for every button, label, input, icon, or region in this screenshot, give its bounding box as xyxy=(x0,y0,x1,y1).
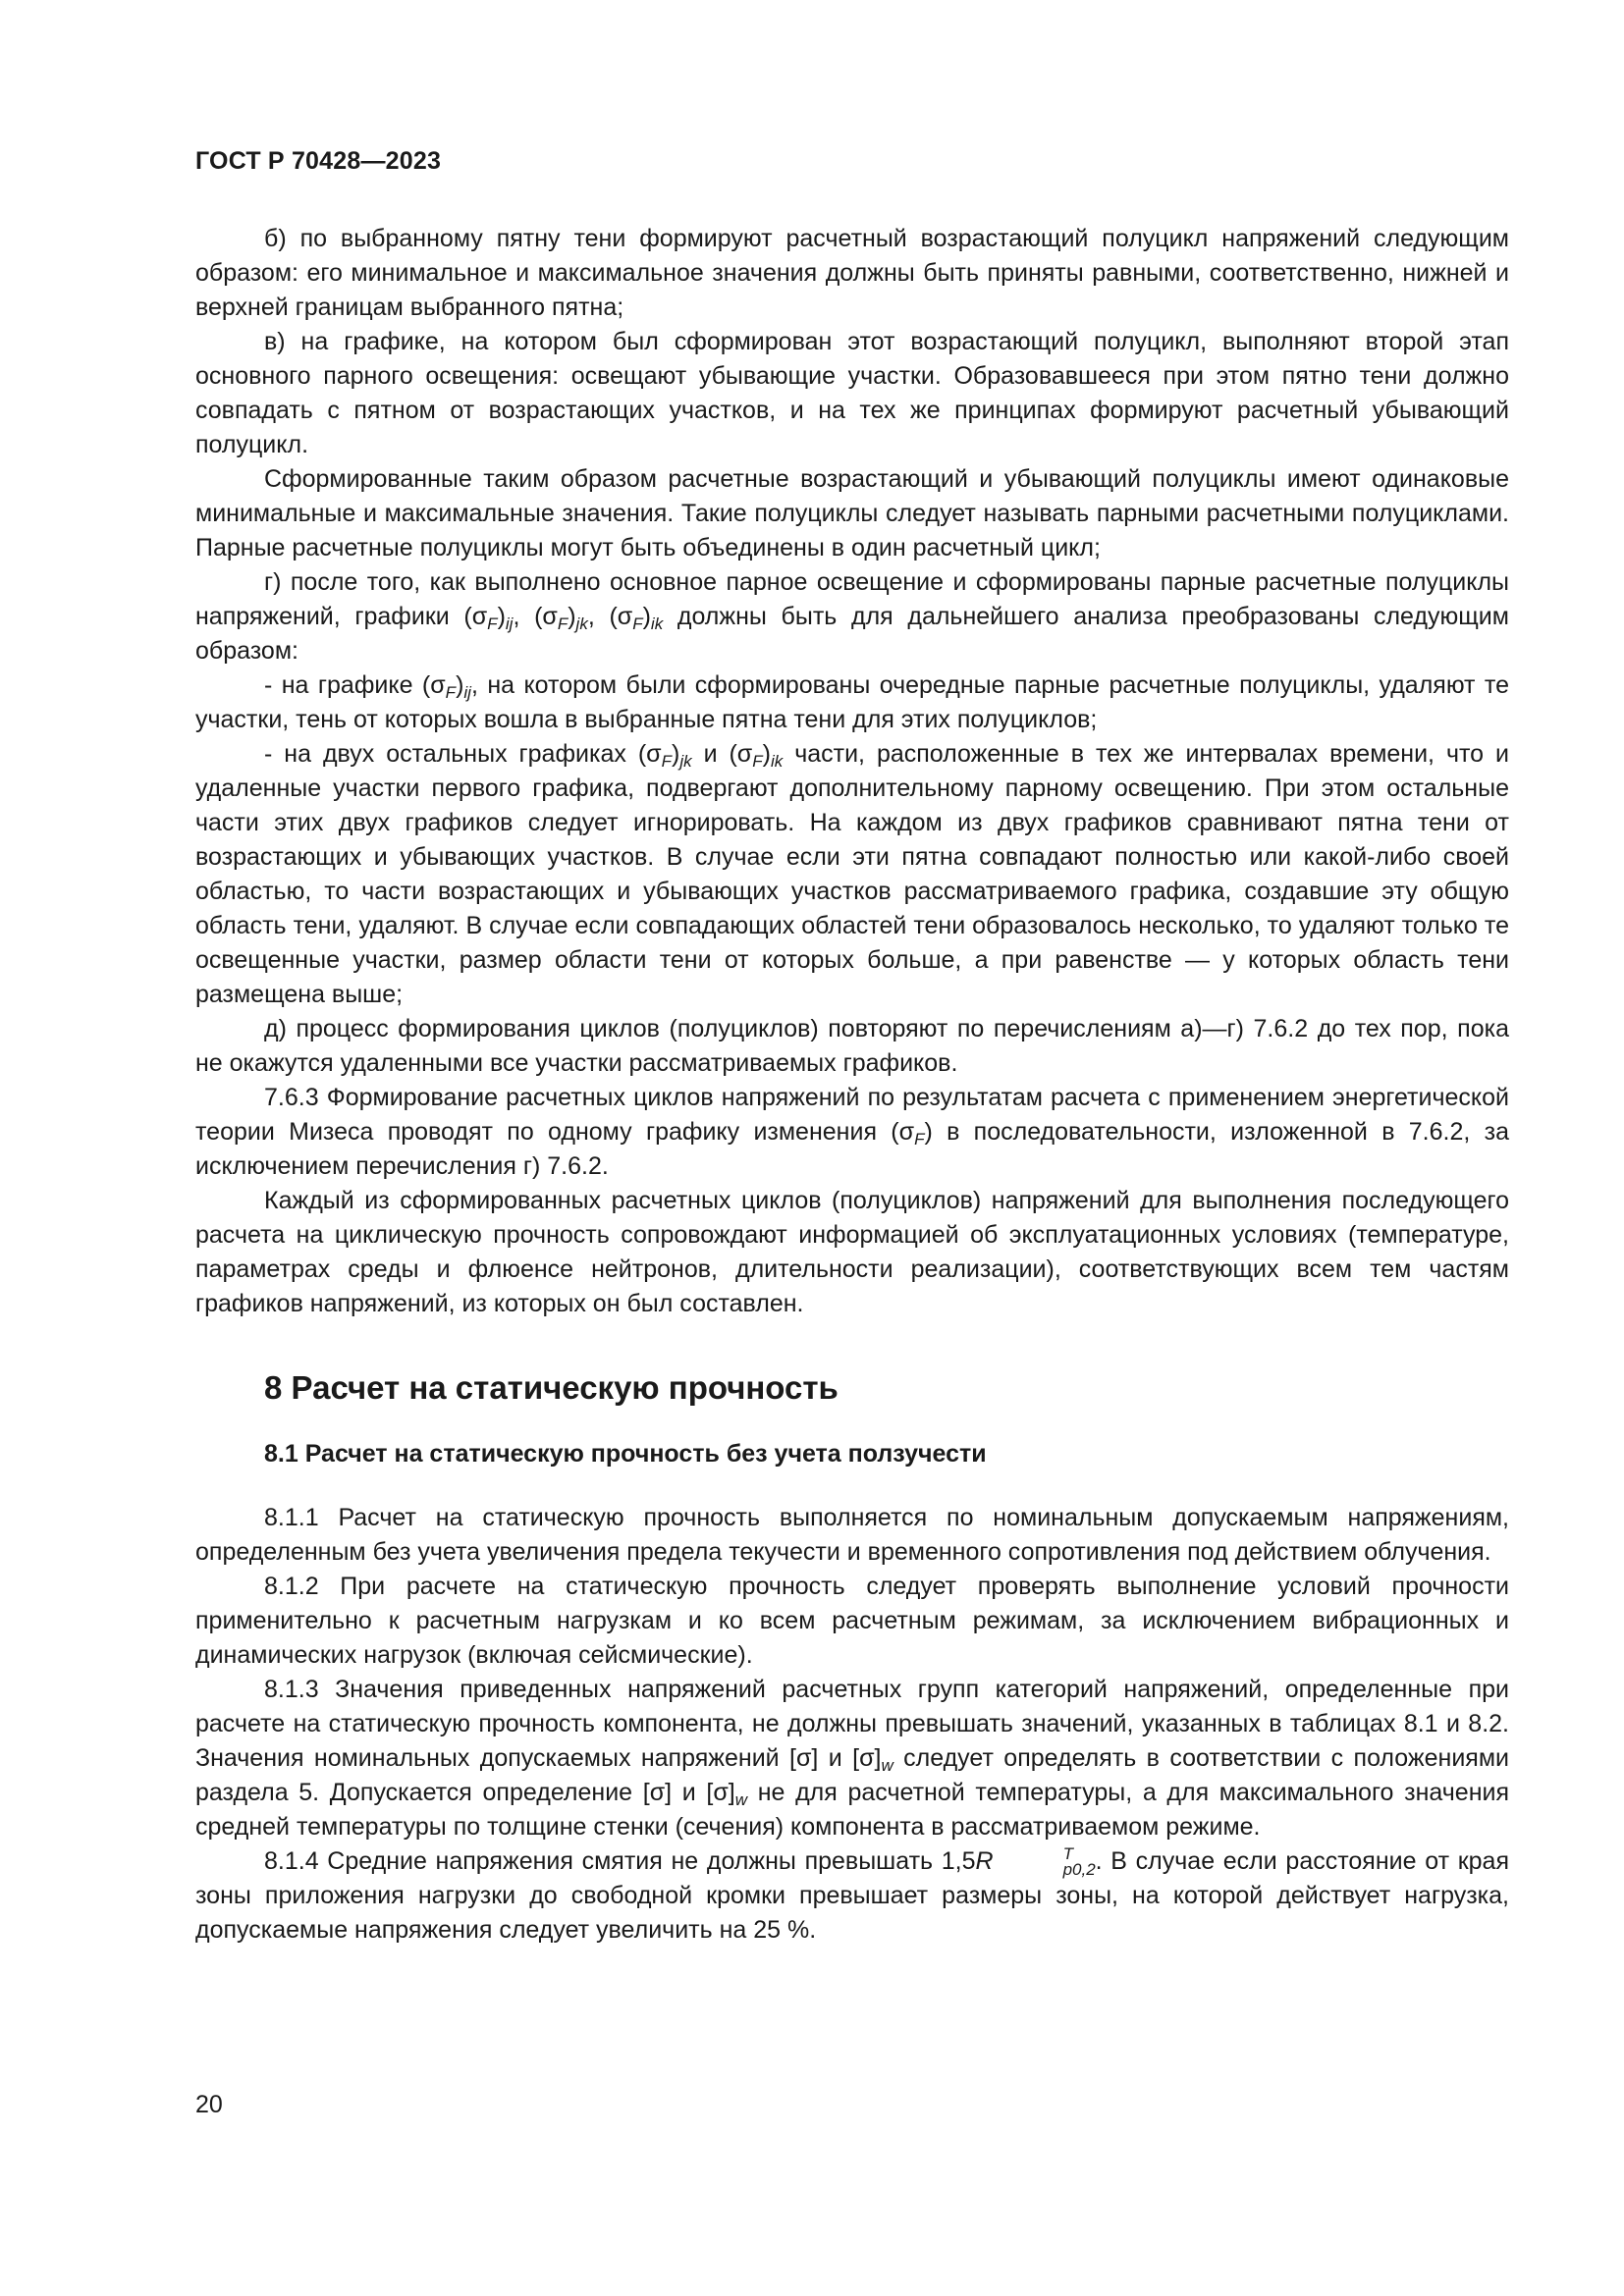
paragraph-8-1-3: 8.1.3 Значения приведенных напряжений расчетных групп категорий напряжений, определенные при расчете на статическую прочность компонента, не должны превышать значений, указанных в таблицах 8.1 и 8.2. Значения номинальных допускаемых напряжений [σ] и $[\sigma]_w$ следует определять в соответствии с положениями раздела 5. Допускается определение [σ] и $[\sigma]_w$ не для расчетной температуры, а для максимального значения средней температуры по толщине стенки (сечения) компонента в рассматриваемом режиме. xyxy=(195,1676,1510,1841)
paragraph-v: в) на графике, на котором был сформирован этот возрастающий полуцикл, выполняют второй этап основного парного освещения: освещают убывающие участки. Образовавшееся при этом пятно тени должно совпадать с пятном от возрастающих участков, и на тех же принципах формируют расчетный убывающий полуцикл. xyxy=(195,328,1509,458)
formula-sigma-bracket-w: $[\sigma]_w$ xyxy=(706,1779,748,1809)
formula-sigma-bracket-w: $[\sigma]_w$ xyxy=(852,1744,893,1775)
paragraph-d: д) процесс формирования циклов (полуциклов) повторяют по перечислениям а)—г) 7.6.2 до тех пор, пока не окажутся удаленными все участки рассматриваемых графиков. xyxy=(195,1015,1509,1077)
paragraph-paired-halfcycles: Сформированные таким образом расчетные возрастающий и убывающий полуциклы имеют одинаковые минимальные и максимальные значения. Такие полуциклы следует называть парными расчетными полуциклами. Парные расчетные полуциклы могут быть объединены в один расчетный цикл; xyxy=(195,465,1509,561)
formula-sigma-bracket: [σ] xyxy=(789,1744,819,1772)
formula-1-5-r-p02: 1,5R T p0,2 xyxy=(941,1844,1096,1879)
formula-sigma-f-ik: $(\sigma_F)_{ik}$ xyxy=(609,603,664,633)
paragraph-dash-other-graphs: - на двух остальных графиках $(\sigma_F)_{jk}$ и $(\sigma_F)_{ik}$ части, расположенные в тех же интервалах времени, что и удаленные участки первого графика, подвергают дополнительному парному освещению. При этом остальные части этих двух графиков следует игнорировать. На каждом из двух графиков сравнивают пятна тени от возрастающих и убывающих участков. В случае если эти пятна совпадают полностью или какой-либо своей областью, то части возрастающих и убывающих участков рассматриваемого графика, создавшие эту общую область тени, удаляют. В случае если совпадающих областей тени образовалось несколько, то удаляют только те освещенные участки, размер области тени от которых больше, а при равенстве — у которых область тени размещена выше; xyxy=(195,740,1509,1008)
formula-sigma-f-jk: $(\sigma_F)_{jk}$ xyxy=(534,603,588,633)
paragraph-b: б) по выбранному пятну тени формируют расчетный возрастающий полуцикл напряжений следующим образом: его минимальное и максимальное значения должны быть приняты равными, соответственно, нижней и верхней границам выбранного пятна; xyxy=(195,225,1509,321)
paragraph-dash-first-graph: - на графике $(\sigma_F)_{ij}$, на котором были сформированы очередные парные расчетные полуциклы, удаляют те участки, тень от которых вошла в выбранные пятна тени для этих полуциклов; xyxy=(195,671,1509,733)
formula-sigma-f: $(\sigma_F)$ xyxy=(891,1118,933,1148)
document-header: ГОСТ Р 70428—2023 xyxy=(195,147,442,175)
paragraph-8-1-4: 8.1.4 Средние напряжения смятия не должны превышать 1,5R T p0,2 . В случае если расстояние от края зоны приложения нагрузки до свободной кромки превышает размеры зоны, на которой действует нагрузка, допускаемые напряжения следует увеличить на 25 %. xyxy=(195,1844,1509,1944)
formula-sigma-f-ik: $(\sigma_F)_{ik}$ xyxy=(729,740,784,771)
subsection-heading-8-1: 8.1 Расчет на статическую прочность без учета ползучести xyxy=(264,1440,987,1468)
paragraph-8-1-1: 8.1.1 Расчет на статическую прочность выполняется по номинальным допускаемым напряжениям, определенным без учета увеличения предела текучести и временного сопротивления под действием облучения. xyxy=(195,1504,1509,1566)
formula-sigma-bracket: [σ] xyxy=(642,1779,673,1806)
paragraph-7-6-3: 7.6.3 Формирование расчетных циклов напряжений по результатам расчета с применением энергетической теории Мизеса проводят по одному графику изменения $(\sigma_F)$ в последовательности, изложенной в 7.6.2, за исключением перечисления г) 7.6.2. xyxy=(195,1084,1509,1180)
formula-sigma-f-jk: $(\sigma_F)_{jk}$ xyxy=(637,740,692,771)
paragraph-g: г) после того, как выполнено основное парное освещение и сформированы парные расчетные полуциклы напряжений, графики $(\sigma_F)_{ij}$, $(\sigma_F)_{jk}$, $(\sigma_F)_{ik}$ должны быть для дальнейшего анализа преобразованы следующим образом: xyxy=(195,568,1509,665)
paragraph-cycle-info: Каждый из сформированных расчетных циклов (полуциклов) напряжений для выполнения последующего расчета на циклическую прочность сопровождают информацией об эксплуатационных условиях (температуре, параметрах среды и флюенсе нейтронов, длительности реализации), соответствующих всем тем частям графиков напряжений, из которых он был составлен. xyxy=(195,1187,1509,1317)
paragraph-8-1-2: 8.1.2 При расчете на статическую прочность следует проверять выполнение условий прочности применительно к расчетным нагрузкам и ко всем расчетным режимам, за исключением вибрационных и динамических нагрузок (включая сейсмические). xyxy=(195,1573,1509,1669)
formula-sigma-f-ij: $(\sigma_F)_{ij}$ xyxy=(463,603,514,633)
formula-sigma-f-ij: $(\sigma_F)_{ij}$ xyxy=(421,671,471,702)
section-heading-8: 8 Расчет на статическую прочность xyxy=(264,1369,839,1406)
page-number: 20 xyxy=(195,2091,223,2118)
document-body xyxy=(195,222,1509,1948)
